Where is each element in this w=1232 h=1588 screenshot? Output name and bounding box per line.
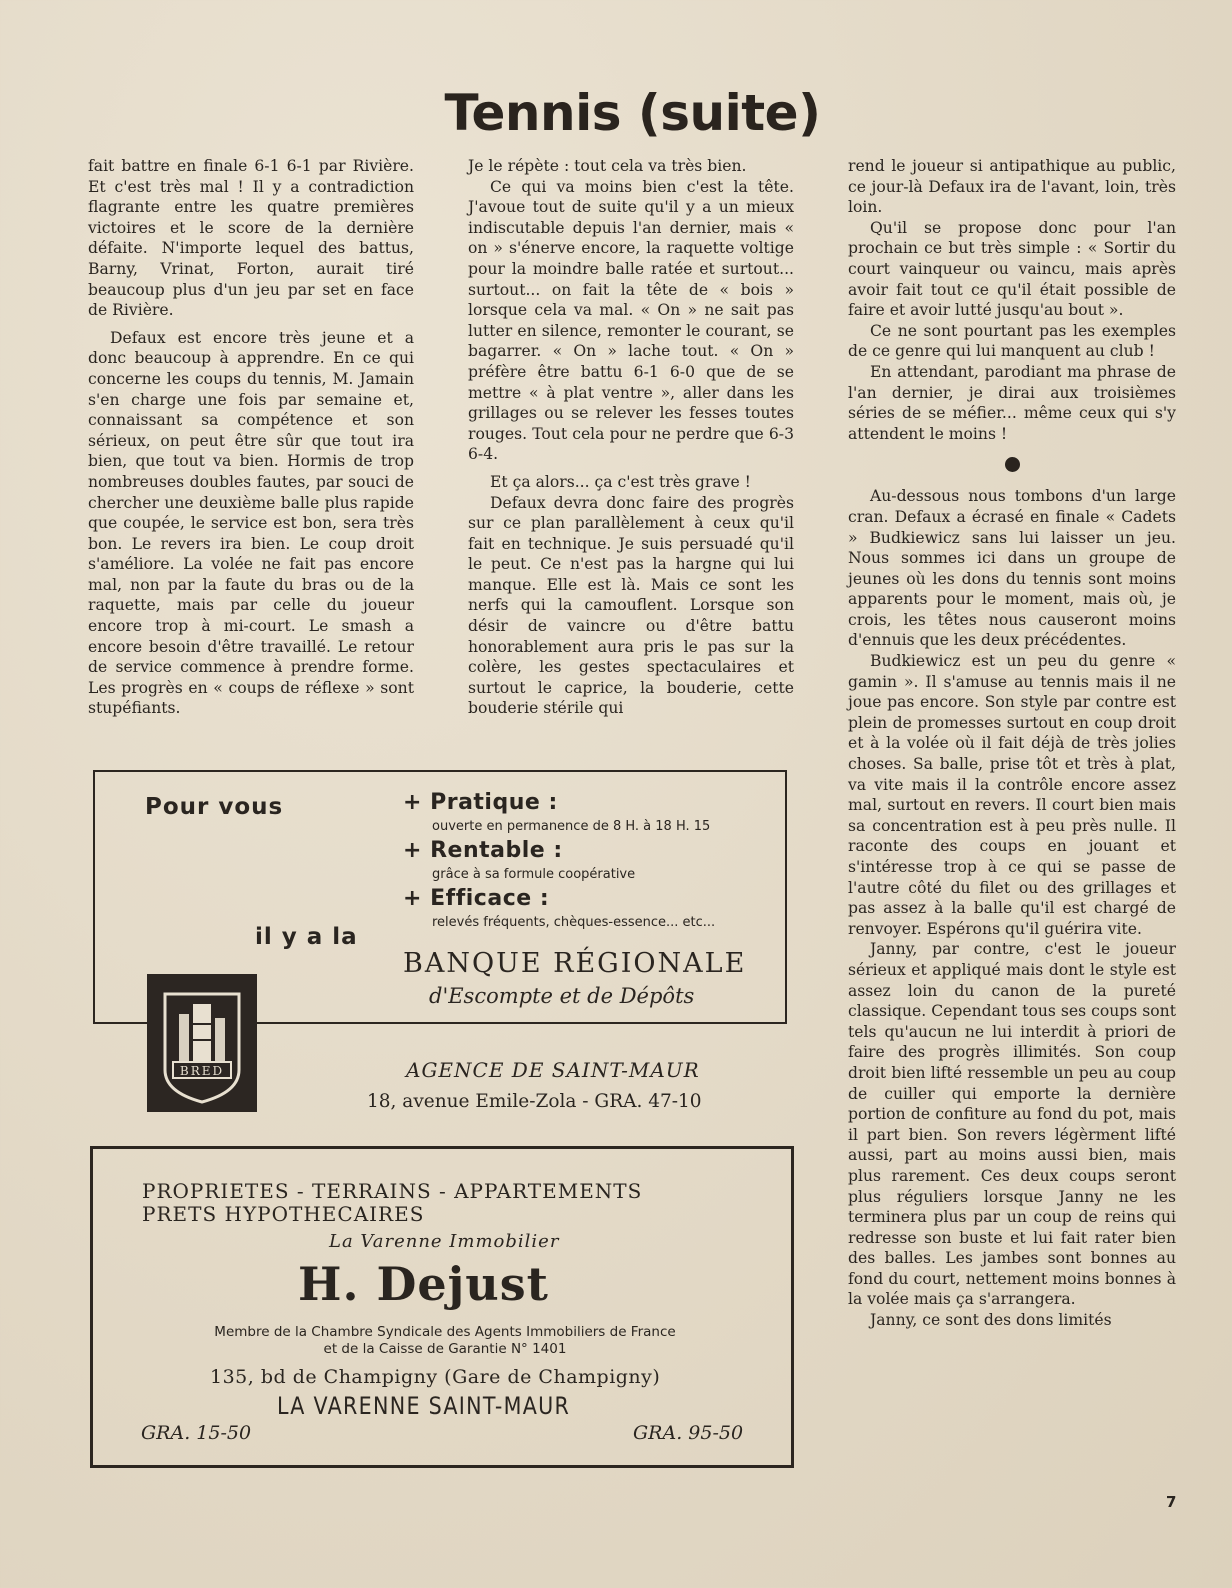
paragraph: Budkiewicz est un peu du genre « gamin ». Il s'amuse au tennis mais il ne joue pas encore. Son style par contre est plein de promesses surtout en coup droit et à la volée où il fait déjà de très jolies choses. Sa balle, prise tôt et très à plat, va vite mais il la contrôle encore assez mal, surtout en revers. Il court bien mais sa concentration est à peu près nulle. Il raconte des coups en jouant et s'intéresse trop à ce qui se passe de l'autre côté du filet ou des grillages et pas assez à la balle qu'il est chargé de renvoyer. Espérons qu'il guérira vite.: [848, 652, 1176, 938]
realty-town: LA VARENNE SAINT-MAUR: [277, 1392, 571, 1420]
ad-feature-efficace: + Efficace :: [403, 886, 550, 911]
realty-phone-2: GRA. 95-50: [633, 1422, 744, 1444]
realty-street: 135, bd de Champigny (Gare de Champigny): [210, 1366, 661, 1388]
article-column-2: [468, 156, 794, 719]
paragraph: Et ça alors... ça c'est très grave !: [490, 472, 751, 491]
realty-member-line: Membre de la Chambre Syndicale des Agents Immobiliers de France: [214, 1324, 676, 1340]
realty-advertisement: [90, 1146, 794, 1468]
paragraph: Ce ne sont pourtant pas les exemples de ce genre qui lui manquent au club !: [848, 321, 1176, 361]
paragraph: Defaux devra donc faire des progrès sur ce plan parallèlement à ceux qu'il fait en technique. Je suis persuadé qu'il le peut. Ce n'est pas la hargne qui lui manque. Elle est là. Mais ce sont les nerfs qui la camouflent. Lorsque son désir de vaincre ou d'être battu honorablement aura pris le pas sur la colère, les gestes spectaculaires et surtout le caprice, la bouderie, cette bouderie stérile qui: [468, 493, 794, 718]
paragraph: Defaux est encore très jeune et a donc beaucoup à apprendre. En ce qui concerne les coups du tennis, M. Jamain s'en charge une fois par semaine et, connaissant sa compétence et son sérieux, on peut être sûr que tout ira bien, que tout va bien. Hormis de trop nombreuses doubles fautes, par souci de chercher une deuxième balle plus rapide que coupée, le service est bon, sera très bon. Le revers ira bien. Le coup droit s'améliore. La volée ne fait pas encore mal, non par la faute du bras ou de la raquette, mais par celle du joueur encore trop à mi-court. Le smash a encore besoin d'être travaillé. Le retour de service commence à prendre forme. Les progrès en « coups de réflexe » sont stupéfiants.: [88, 328, 414, 718]
bred-shield-icon: [147, 974, 257, 1112]
ad-pour-vous: Pour vous: [145, 794, 284, 820]
bank-address: 18, avenue Emile-Zola - GRA. 47-10: [367, 1091, 702, 1112]
realty-name: H. Dejust: [298, 1257, 549, 1311]
page-number: 7: [1166, 1493, 1177, 1511]
bank-name: BANQUE RÉGIONALE: [403, 948, 747, 979]
article-column-3: [848, 156, 1176, 1331]
bred-logo: [147, 974, 257, 1112]
realty-phone-1: GRA. 15-50: [141, 1422, 252, 1444]
ad-feature-sub: relevés fréquents, chèques-essence... etc...: [432, 915, 716, 930]
realty-services-1: PROPRIETES - TERRAINS - APPARTEMENTS: [142, 1179, 643, 1203]
bank-subtitle: d'Escompte et de Dépôts: [429, 984, 695, 1008]
paragraph: En attendant, parodiant ma phrase de l'an dernier, je dirai aux troisièmes séries de se méfier... même ceux qui s'y attendent le moins !: [848, 362, 1176, 443]
bred-logo-text: BRED: [179, 1064, 225, 1078]
ad-feature-pratique: + Pratique :: [403, 790, 558, 815]
paragraph: rend le joueur si antipathique au public, ce jour-là Defaux ira de l'avant, loin, très loin.: [848, 157, 1176, 217]
realty-services-2: PRETS HYPOTHECAIRES: [142, 1202, 425, 1226]
realty-member-line: et de la Caisse de Garantie N° 1401: [323, 1341, 567, 1357]
realty-agency: La Varenne Immobilier: [329, 1231, 560, 1252]
paragraph: Au-dessous nous tombons d'un large cran. Defaux a écrasé en finale « Cadets » Budkiewicz sans lui laisser un jeu. Nous sommes ici dans un groupe de jeunes où les dons du tennis sont moins apparents pour le moment, mais où, je crois, les têtes nous causeront moins d'ennuis que les deux précédentes.: [848, 487, 1176, 650]
paragraph: fait battre en finale 6-1 6-1 par Rivière. Et c'est très mal ! Il y a contradiction flagrante entre les quatre premières victoires et le score de la dernière défaite. N'importe lequel des battus, Barny, Vrinat, Forton, aurait tiré beaucoup plus d'un jeu par set en face de Rivière.: [88, 157, 414, 320]
ad-il-y-a-la: il y a la: [255, 924, 358, 950]
paragraph: Janny, ce sont des dons limités: [870, 1311, 1112, 1330]
ad-feature-rentable: + Rentable :: [403, 838, 563, 863]
article-column-1: [88, 156, 414, 719]
paragraph: Ce qui va moins bien c'est la tête. J'avoue tout de suite qu'il y a un mieux indiscutable depuis l'an dernier, mais « on » s'énerve encore, la raquette voltige pour la moindre balle ratée et surtout... surtout... on fait la tête de « bois » lorsque cela va mal. « On » ne sait pas lutter en silence, remonter le courant, se bagarrer. « On » lache tout. « On » préfère être battu 6-1 6-0 que de se mettre « à plat ventre », aller dans les grillages ou se relever les fesses toutes rouges. Tout cela pour ne perdre que 6-3 6-4.: [468, 177, 794, 464]
realty-membership: [163, 1324, 727, 1358]
paragraph: Janny, par contre, c'est le joueur sérieux et appliqué mais dont le style est assez loin du canon de la pureté classique. Cependant tous ses coups sont tels qu'aucun ne lui interdit à priori de faire des progrès illimités. Son coup droit bien lifté ressemble un peu au coup de cuiller qui emporte la dernière portion de confiture au fond du pot, mais il part bien. Son revers légèrment lifté aussi, part au moins aussi bien, mais plus rarement. Ces deux coups seront plus réguliers lorsque Janny ne les terminera plus par un coup de reins qui redresse son buste et lui fait rater bien des balles. Les jambes sont bonnes au fond du court, nettement moins bonnes à la volée mais ça s'arrangera.: [848, 940, 1176, 1309]
paragraph: Qu'il se propose donc pour l'an prochain ce but très simple : « Sortir du court vainqueur ou vaincu, mais après avoir fait tout ce qu'il était possible de faire et avoir lutté jusqu'au bout ».: [848, 218, 1176, 320]
section-bullet-icon: [1005, 457, 1020, 472]
bank-agency: AGENCE DE SAINT-MAUR: [406, 1058, 700, 1082]
paragraph: Je le répète : tout cela va très bien.: [468, 157, 747, 175]
ad-feature-sub: ouverte en permanence de 8 H. à 18 H. 15: [432, 819, 711, 834]
page-title: Tennis (suite): [444, 84, 821, 142]
ad-feature-sub: grâce à sa formule coopérative: [432, 867, 636, 882]
